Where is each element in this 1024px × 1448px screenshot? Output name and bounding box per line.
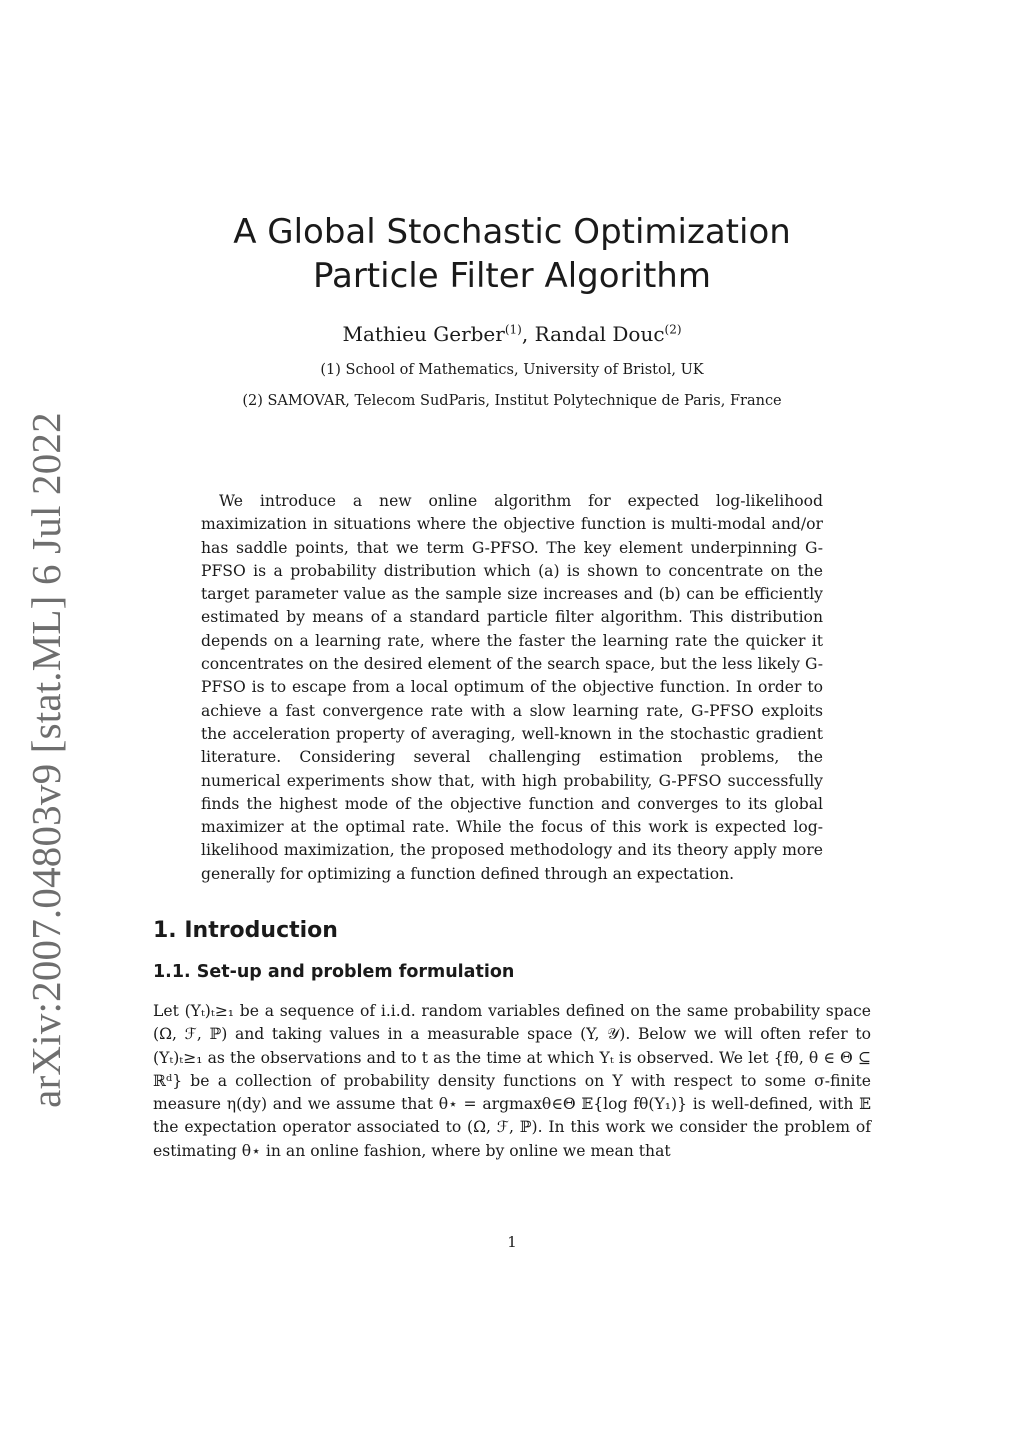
subsection-title: Set-up and problem formulation — [196, 962, 515, 982]
section-heading — [153, 918, 338, 943]
affiliation: (2) SAMOVAR, Telecom SudParis, Institut Polytechnique de Paris, France — [242, 393, 782, 409]
paper-title — [150, 210, 874, 298]
paper-title-line-1: A Global Stochastic Optimization — [233, 212, 791, 252]
author-affiliation-marker: (2) — [664, 322, 682, 337]
abstract: We introduce a new online algorithm for expected log-likelihood maximization in situations where the objective function is multi-modal and/or has saddle points, that we term G-PFSO. The key element underpinning G-PFSO is a probability distribution which (a) is shown to concentrate on the target parameter value as the sample size increases and (b) can be efficiently estimated by means of a standard particle filter algorithm. This distribution depends on a learning rate, where the faster the learning rate the quicker it concentrates on the desired element of the search space, but the less likely G-PFSO is to escape from a local optimum of the objective function. In order to achieve a fast convergence rate with a slow learning rate, G-PFSO exploits the acceleration property of averaging, well-known in the stochastic gradient literature. Considering several challenging estimation problems, the numerical experiments show that, with high probability, G-PFSO successfully finds the highest mode of the objective function and converges to its global maximizer at the optimal rate. While the focus of this work is expected log-likelihood maximization, the proposed methodology and its theory apply more generally for optimizing a function defined through an expectation. — [201, 492, 823, 883]
author-list — [150, 322, 874, 346]
page-number: 1 — [507, 1233, 517, 1251]
affiliation: (1) School of Mathematics, University of Bristol, UK — [320, 362, 704, 378]
paper-title-line-2: Particle Filter Algorithm — [313, 256, 711, 296]
author-affiliation-marker: (1) — [504, 322, 522, 337]
author-name: Mathieu Gerber — [342, 322, 505, 346]
intro-paragraph: Let (Yₜ)ₜ≥₁ be a sequence of i.i.d. random variables defined on the same probability space (Ω, ℱ, ℙ) and taking values in a measurable space (Y, 𝒴). Below we will often refer to (Yₜ)ₜ≥₁ as the observations and to t as the time at which Yₜ is observed. We let {fθ, θ ∈ Θ ⊆ ℝᵈ} be a collection of probability density functions on Y with respect to some σ-finite measure η(dy) and we assume that θ⋆ = argmaxθ∈Θ 𝔼{log fθ(Y₁)} is well-defined, with 𝔼 the expectation operator associated to (Ω, ℱ, ℙ). In this work we consider the problem of estimating θ⋆ in an online fashion, where by online we mean that — [153, 1002, 871, 1160]
author-separator: , — [521, 322, 535, 346]
subsection-heading — [153, 962, 514, 982]
arxiv-identifier-stamp: arXiv:2007.04803v9 [stat.ML] 6 Jul 2022 — [23, 412, 69, 1108]
section-title: Introduction — [184, 918, 338, 943]
author-name: Randal Douc — [534, 322, 665, 346]
subsection-number: 1.1. — [153, 962, 191, 982]
section-number: 1. — [153, 918, 177, 943]
